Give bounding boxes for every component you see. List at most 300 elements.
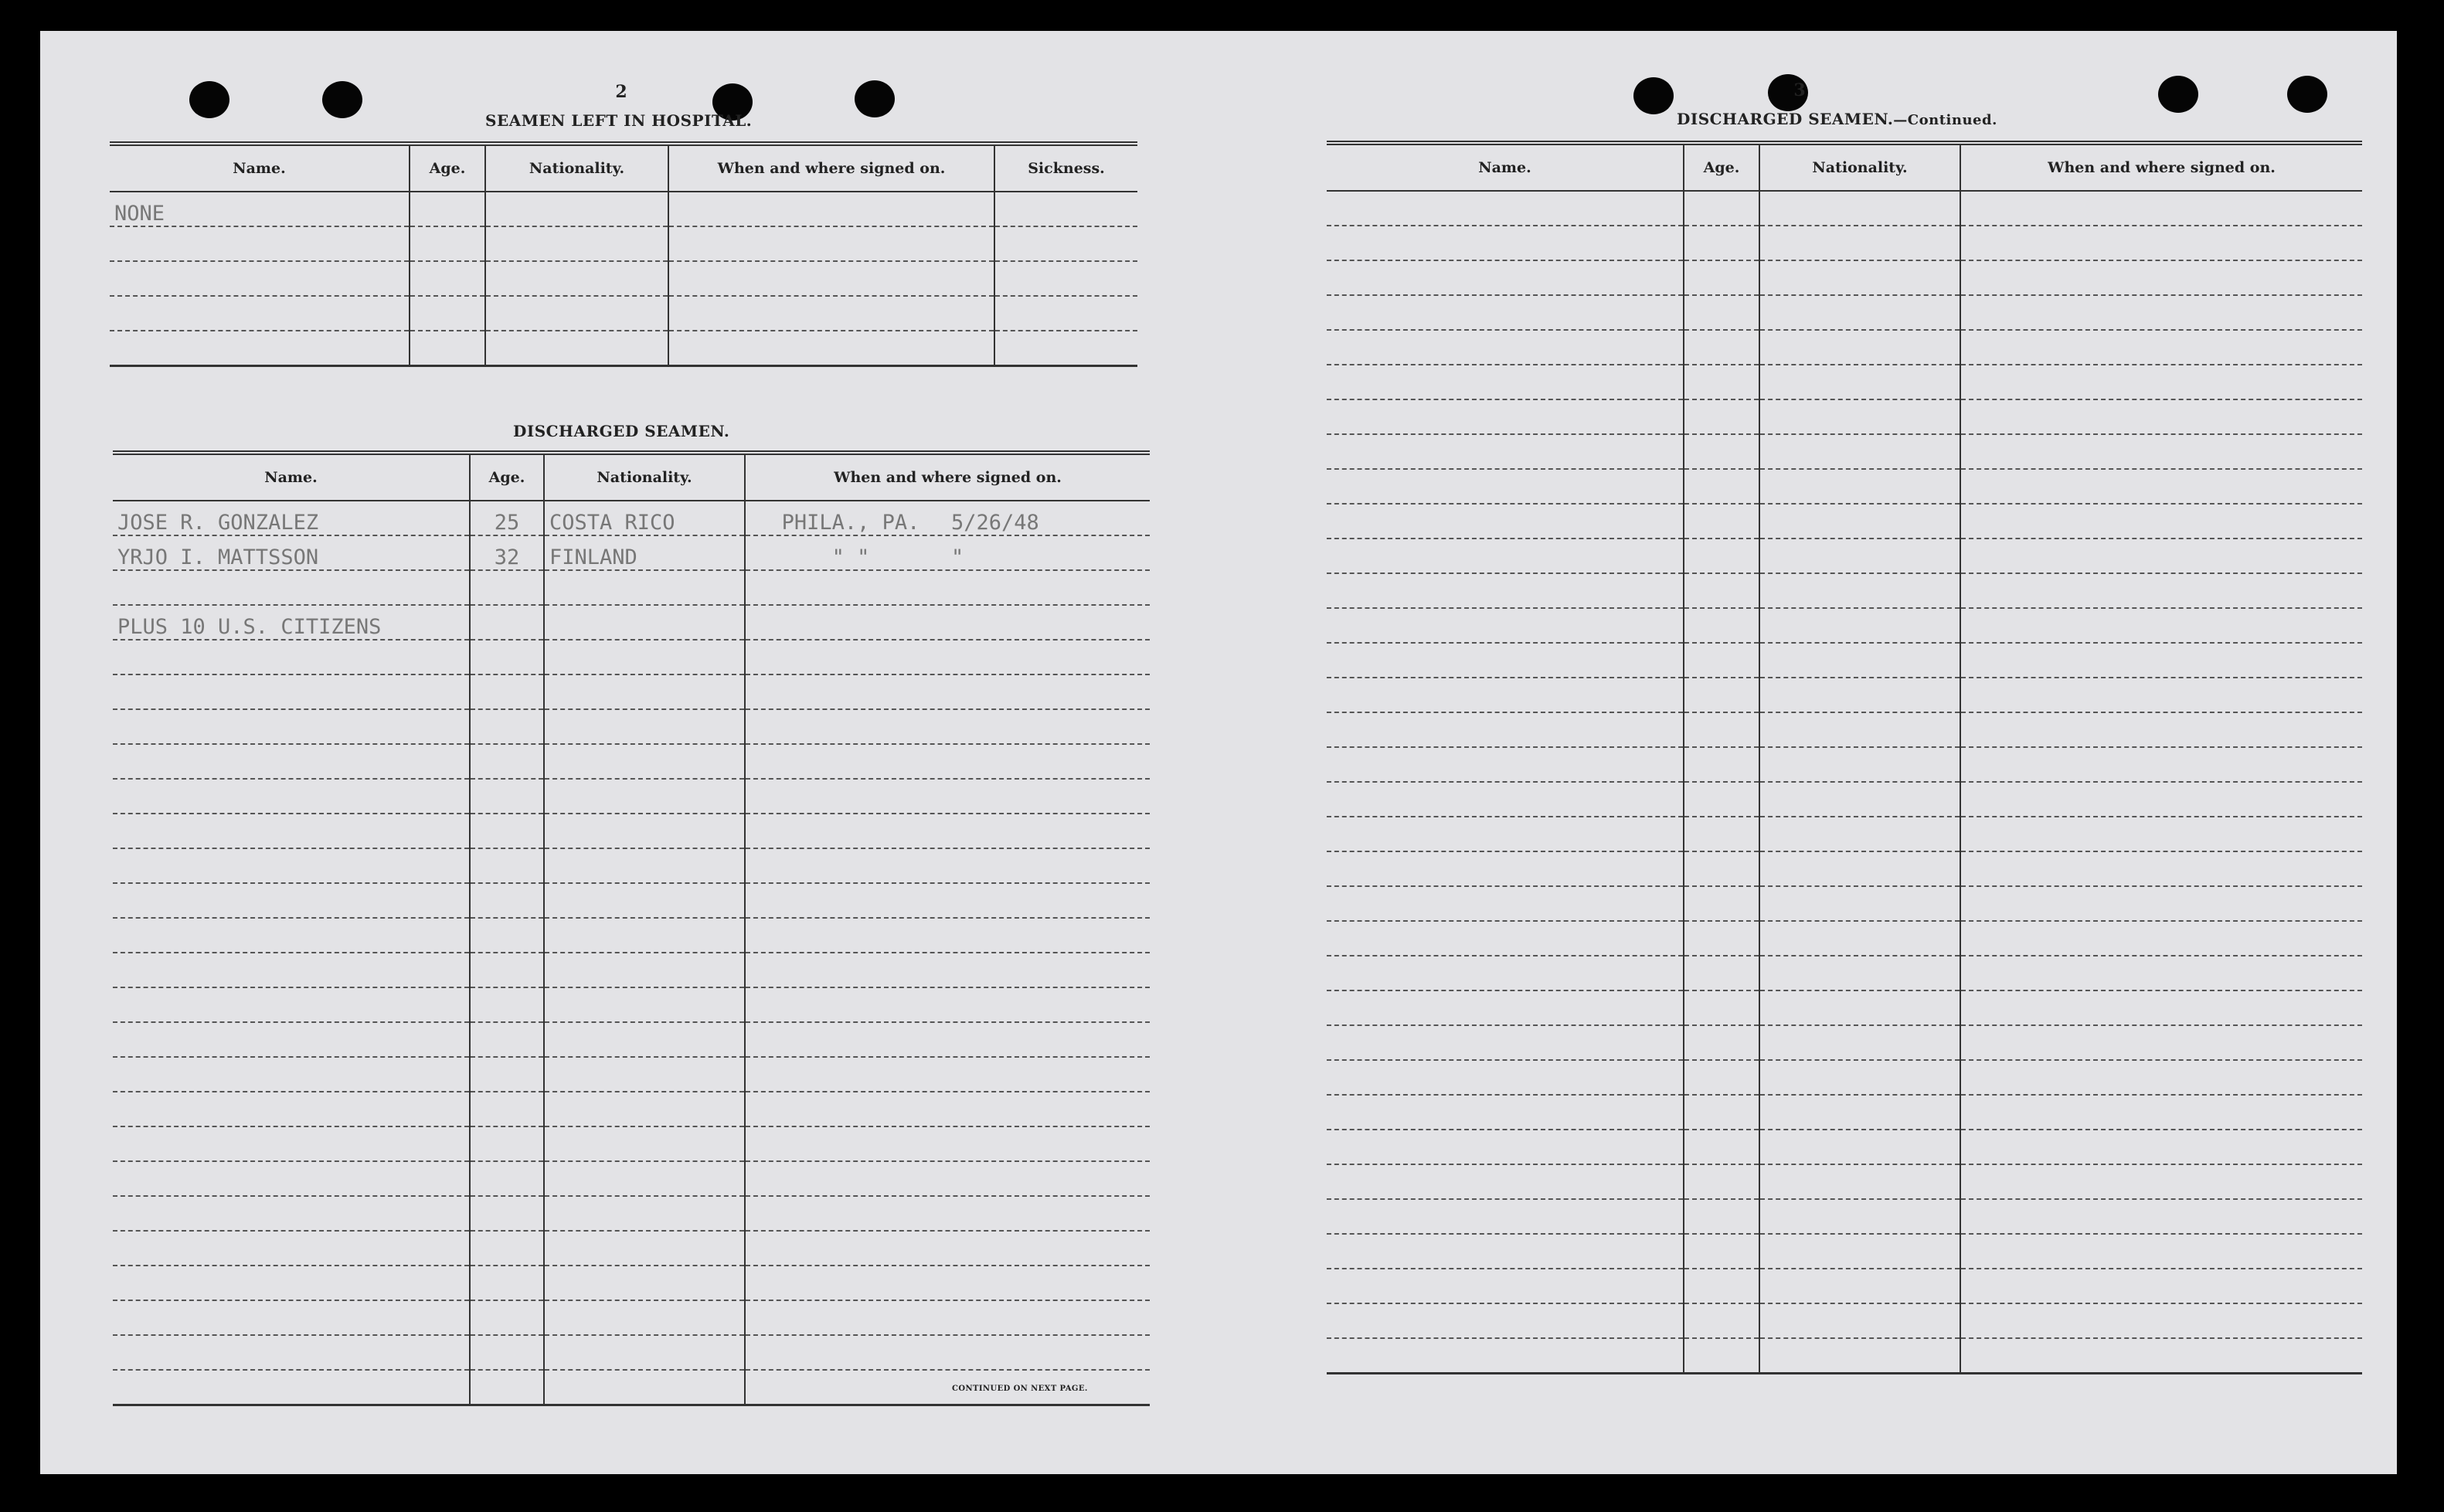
cell bbox=[1327, 573, 1684, 608]
punch-hole bbox=[322, 81, 362, 118]
cell bbox=[544, 570, 745, 605]
cell bbox=[745, 605, 1150, 640]
cell bbox=[1684, 886, 1759, 921]
table-row bbox=[1327, 851, 2362, 886]
table-row bbox=[113, 709, 1150, 744]
cell bbox=[1684, 573, 1759, 608]
right-page bbox=[1230, 31, 2397, 1474]
cell bbox=[1759, 1130, 1960, 1164]
cell bbox=[1684, 1338, 1759, 1374]
cell bbox=[1684, 712, 1759, 747]
cell bbox=[1960, 1164, 2362, 1199]
cell bbox=[1759, 608, 1960, 643]
cell bbox=[1327, 1060, 1684, 1095]
cell bbox=[544, 953, 745, 987]
cell bbox=[1327, 434, 1684, 469]
cell bbox=[1684, 1199, 1759, 1234]
cell bbox=[410, 331, 485, 366]
cell bbox=[1684, 469, 1759, 504]
cell bbox=[745, 1231, 1150, 1266]
cell bbox=[1759, 226, 1960, 260]
cell bbox=[1684, 539, 1759, 573]
table-row bbox=[1327, 817, 2362, 851]
cell bbox=[410, 192, 485, 226]
cell bbox=[544, 883, 745, 918]
table-row bbox=[1327, 1338, 2362, 1374]
cell bbox=[1684, 817, 1759, 851]
document-sheet bbox=[40, 31, 2397, 1474]
cell bbox=[1759, 1060, 1960, 1095]
seaman-age-cell: 32 bbox=[470, 535, 544, 570]
table-row bbox=[1327, 1164, 2362, 1199]
signed-on-place: " " bbox=[831, 545, 870, 569]
table-row bbox=[1327, 990, 2362, 1025]
table-row bbox=[1327, 921, 2362, 956]
cell bbox=[1327, 365, 1684, 399]
cell bbox=[745, 1161, 1150, 1196]
col-header-name: Name. bbox=[1327, 143, 1684, 191]
table-row bbox=[1327, 1060, 2362, 1095]
col-header-age: Age. bbox=[470, 453, 544, 501]
cell bbox=[1684, 434, 1759, 469]
cell bbox=[544, 779, 745, 814]
cell bbox=[470, 848, 544, 883]
cell bbox=[470, 1092, 544, 1126]
cell bbox=[1327, 678, 1684, 712]
cell bbox=[1684, 921, 1759, 956]
cell bbox=[1960, 817, 2362, 851]
cell bbox=[1327, 1234, 1684, 1269]
cell bbox=[745, 640, 1150, 674]
cell bbox=[113, 1231, 470, 1266]
table-row bbox=[113, 570, 1150, 605]
cell bbox=[1327, 921, 1684, 956]
cell bbox=[1960, 678, 2362, 712]
seaman-nationality-cell: COSTA RICO bbox=[544, 501, 745, 535]
cell bbox=[113, 1196, 470, 1231]
cell bbox=[1960, 1130, 2362, 1164]
cell bbox=[1327, 539, 1684, 573]
cell bbox=[544, 1196, 745, 1231]
cell bbox=[110, 296, 410, 331]
hospital-name-cell: NONE bbox=[110, 192, 410, 226]
cell bbox=[1327, 1130, 1684, 1164]
cell bbox=[113, 814, 470, 848]
cell bbox=[1960, 990, 2362, 1025]
cell bbox=[1684, 330, 1759, 365]
cell bbox=[745, 987, 1150, 1022]
cell bbox=[1327, 1095, 1684, 1130]
page-number: 3 bbox=[1793, 80, 1806, 100]
cell bbox=[485, 331, 668, 366]
cell bbox=[1759, 643, 1960, 678]
table-row bbox=[1327, 469, 2362, 504]
cell bbox=[110, 226, 410, 261]
cell bbox=[1684, 1164, 1759, 1199]
cell bbox=[544, 1057, 745, 1092]
cell bbox=[470, 1022, 544, 1057]
cell bbox=[113, 883, 470, 918]
cell bbox=[1759, 956, 1960, 990]
cell bbox=[745, 883, 1150, 918]
cell bbox=[1759, 399, 1960, 434]
cell bbox=[113, 1092, 470, 1126]
cell bbox=[1960, 1234, 2362, 1269]
cell bbox=[1684, 851, 1759, 886]
cell bbox=[1327, 747, 1684, 782]
cell bbox=[544, 918, 745, 953]
cell bbox=[745, 709, 1150, 744]
cell bbox=[470, 570, 544, 605]
col-header-name: Name. bbox=[113, 453, 470, 501]
table-row bbox=[110, 261, 1137, 296]
cell bbox=[470, 744, 544, 779]
cell bbox=[470, 674, 544, 709]
cell bbox=[1759, 191, 1960, 226]
cell bbox=[1759, 712, 1960, 747]
cell bbox=[1327, 956, 1684, 990]
cell bbox=[113, 987, 470, 1022]
col-header-age: Age. bbox=[410, 144, 485, 192]
table-row bbox=[110, 331, 1137, 366]
cell bbox=[470, 918, 544, 953]
cell bbox=[745, 1370, 1150, 1405]
cell bbox=[470, 1370, 544, 1405]
cell bbox=[1759, 851, 1960, 886]
col-header-age: Age. bbox=[1684, 143, 1759, 191]
cell bbox=[994, 331, 1137, 366]
col-header-sickness: Sickness. bbox=[994, 144, 1137, 192]
punch-hole bbox=[855, 80, 895, 117]
cell bbox=[1327, 295, 1684, 330]
cell bbox=[470, 1231, 544, 1266]
hospital-table bbox=[110, 141, 1137, 367]
table-row bbox=[1327, 1025, 2362, 1060]
cell bbox=[1327, 643, 1684, 678]
table-row bbox=[1327, 1095, 2362, 1130]
table-row bbox=[1327, 260, 2362, 295]
cell bbox=[1960, 330, 2362, 365]
cell bbox=[1960, 469, 2362, 504]
table-row bbox=[1327, 399, 2362, 434]
cell bbox=[113, 640, 470, 674]
table-row bbox=[1327, 608, 2362, 643]
table-row bbox=[1327, 712, 2362, 747]
cell bbox=[113, 744, 470, 779]
hospital-header-row bbox=[110, 144, 1137, 192]
table-row bbox=[1327, 504, 2362, 539]
cell bbox=[1759, 1164, 1960, 1199]
cell bbox=[1684, 1269, 1759, 1303]
cell bbox=[470, 1126, 544, 1161]
cell bbox=[1960, 1095, 2362, 1130]
cell bbox=[1960, 921, 2362, 956]
cell bbox=[1759, 678, 1960, 712]
table-row bbox=[113, 848, 1150, 883]
cell bbox=[1759, 817, 1960, 851]
table-row bbox=[113, 1266, 1150, 1300]
table-row bbox=[113, 987, 1150, 1022]
cell bbox=[113, 1161, 470, 1196]
cell bbox=[1960, 747, 2362, 782]
cell bbox=[1960, 504, 2362, 539]
table-row bbox=[1327, 191, 2362, 226]
cell bbox=[1759, 1095, 1960, 1130]
cell bbox=[994, 192, 1137, 226]
cell bbox=[1960, 365, 2362, 399]
cell bbox=[745, 1196, 1150, 1231]
cell bbox=[113, 848, 470, 883]
cell bbox=[1684, 365, 1759, 399]
cell bbox=[470, 1266, 544, 1300]
table-row bbox=[113, 953, 1150, 987]
cell bbox=[544, 1022, 745, 1057]
table-row bbox=[1327, 886, 2362, 921]
cell bbox=[1327, 990, 1684, 1025]
cell bbox=[1960, 260, 2362, 295]
table-row bbox=[113, 1196, 1150, 1231]
cell bbox=[745, 1335, 1150, 1370]
seaman-name-cell: YRJO I. MATTSSON bbox=[113, 535, 470, 570]
cell bbox=[470, 1335, 544, 1370]
cell bbox=[1759, 886, 1960, 921]
cell bbox=[470, 987, 544, 1022]
col-header-name: Name. bbox=[110, 144, 410, 192]
cell bbox=[113, 709, 470, 744]
table-row bbox=[113, 744, 1150, 779]
cell bbox=[994, 296, 1137, 331]
cell bbox=[1759, 782, 1960, 817]
table-row bbox=[1327, 747, 2362, 782]
cell bbox=[1759, 539, 1960, 573]
title-main: DISCHARGED SEAMEN. bbox=[1677, 110, 1894, 128]
cell bbox=[1759, 1303, 1960, 1338]
cell bbox=[1759, 1269, 1960, 1303]
cell bbox=[1684, 1234, 1759, 1269]
cell bbox=[544, 744, 745, 779]
cell bbox=[1759, 295, 1960, 330]
table-row bbox=[1327, 539, 2362, 573]
cell bbox=[470, 814, 544, 848]
cell bbox=[745, 1022, 1150, 1057]
col-header-signed-on: When and where signed on. bbox=[668, 144, 994, 192]
discharged-table bbox=[113, 450, 1150, 1406]
cell bbox=[1960, 1338, 2362, 1374]
cell bbox=[544, 674, 745, 709]
cell bbox=[1684, 1303, 1759, 1338]
cell bbox=[1684, 1095, 1759, 1130]
cell bbox=[1759, 260, 1960, 295]
cell bbox=[1960, 956, 2362, 990]
cell bbox=[113, 1126, 470, 1161]
cell bbox=[745, 779, 1150, 814]
cell bbox=[1684, 399, 1759, 434]
seaman-signed-on-cell bbox=[745, 535, 1150, 570]
discharged-header-row bbox=[113, 453, 1150, 501]
cell bbox=[668, 226, 994, 261]
punch-hole bbox=[2287, 76, 2327, 113]
cell bbox=[1759, 330, 1960, 365]
cell bbox=[1960, 1060, 2362, 1095]
cell bbox=[1327, 1199, 1684, 1234]
cell bbox=[1960, 226, 2362, 260]
cell bbox=[1327, 1303, 1684, 1338]
cell bbox=[1327, 1164, 1684, 1199]
cell bbox=[485, 192, 668, 226]
cell bbox=[994, 226, 1137, 261]
cell bbox=[1684, 1130, 1759, 1164]
seaman-signed-on-cell bbox=[745, 501, 1150, 535]
cell bbox=[745, 744, 1150, 779]
signed-on-date: 5/26/48 bbox=[951, 511, 1039, 535]
cell bbox=[113, 1300, 470, 1335]
punch-hole bbox=[1633, 77, 1674, 114]
cell bbox=[745, 814, 1150, 848]
cell bbox=[1327, 851, 1684, 886]
cell bbox=[745, 953, 1150, 987]
cell bbox=[1960, 399, 2362, 434]
cell bbox=[1327, 330, 1684, 365]
cell bbox=[1684, 504, 1759, 539]
table-row bbox=[113, 1300, 1150, 1335]
cell bbox=[544, 1126, 745, 1161]
table-row bbox=[1327, 295, 2362, 330]
cell bbox=[668, 331, 994, 366]
left-page bbox=[40, 31, 1230, 1474]
discharged-section-title: DISCHARGED SEAMEN. bbox=[513, 422, 730, 440]
cell bbox=[1327, 469, 1684, 504]
table-row bbox=[1327, 330, 2362, 365]
cell bbox=[1684, 1025, 1759, 1060]
table-row bbox=[1327, 1130, 2362, 1164]
table-row bbox=[1327, 956, 2362, 990]
cell bbox=[1759, 1199, 1960, 1234]
punch-hole bbox=[189, 81, 229, 118]
cell bbox=[745, 1057, 1150, 1092]
cell bbox=[470, 1057, 544, 1092]
cell bbox=[1960, 1025, 2362, 1060]
cell bbox=[1960, 643, 2362, 678]
cell bbox=[745, 848, 1150, 883]
cell bbox=[113, 1370, 470, 1405]
cell bbox=[410, 296, 485, 331]
cell bbox=[544, 1266, 745, 1300]
cell bbox=[544, 640, 745, 674]
cell bbox=[1759, 365, 1960, 399]
cell bbox=[544, 1092, 745, 1126]
cell bbox=[470, 1196, 544, 1231]
cell bbox=[544, 709, 745, 744]
cell bbox=[994, 261, 1137, 296]
table-row bbox=[1327, 226, 2362, 260]
cell bbox=[410, 261, 485, 296]
table-row bbox=[113, 1335, 1150, 1370]
cell bbox=[745, 1266, 1150, 1300]
cell bbox=[485, 226, 668, 261]
cell bbox=[1327, 260, 1684, 295]
table-row bbox=[113, 501, 1150, 535]
cell bbox=[1327, 1338, 1684, 1374]
cell bbox=[1759, 434, 1960, 469]
cell bbox=[1759, 573, 1960, 608]
table-row bbox=[1327, 678, 2362, 712]
cell bbox=[110, 261, 410, 296]
cell bbox=[470, 1300, 544, 1335]
cell bbox=[544, 814, 745, 848]
cell bbox=[1759, 1234, 1960, 1269]
table-row bbox=[113, 640, 1150, 674]
table-row bbox=[1327, 782, 2362, 817]
cell bbox=[544, 1370, 745, 1405]
cell bbox=[113, 779, 470, 814]
continued-header-row bbox=[1327, 143, 2362, 191]
col-header-signed-on: When and where signed on. bbox=[1960, 143, 2362, 191]
cell bbox=[745, 1092, 1150, 1126]
cell bbox=[1960, 851, 2362, 886]
col-header-nationality: Nationality. bbox=[1759, 143, 1960, 191]
cell bbox=[1327, 817, 1684, 851]
cell bbox=[745, 1300, 1150, 1335]
cell bbox=[1684, 191, 1759, 226]
cell bbox=[1759, 921, 1960, 956]
cell bbox=[113, 1266, 470, 1300]
cell bbox=[544, 848, 745, 883]
cell bbox=[113, 953, 470, 987]
cell bbox=[1960, 539, 2362, 573]
cell bbox=[1327, 608, 1684, 643]
table-row bbox=[113, 1231, 1150, 1266]
cell bbox=[1684, 956, 1759, 990]
cell bbox=[1759, 469, 1960, 504]
col-header-nationality: Nationality. bbox=[544, 453, 745, 501]
signed-on-date: " bbox=[951, 545, 964, 569]
cell bbox=[113, 918, 470, 953]
table-row bbox=[113, 674, 1150, 709]
cell bbox=[745, 918, 1150, 953]
cell bbox=[1684, 1060, 1759, 1095]
cell bbox=[1327, 712, 1684, 747]
seaman-name-cell: JOSE R. GONZALEZ bbox=[113, 501, 470, 535]
table-row bbox=[113, 1092, 1150, 1126]
cell bbox=[745, 1126, 1150, 1161]
citizens-note-cell: PLUS 10 U.S. CITIZENS bbox=[113, 605, 470, 640]
table-row bbox=[1327, 573, 2362, 608]
cell bbox=[668, 192, 994, 226]
table-row bbox=[110, 226, 1137, 261]
cell bbox=[110, 331, 410, 366]
cell bbox=[1960, 1303, 2362, 1338]
cell bbox=[745, 570, 1150, 605]
cell bbox=[1327, 1025, 1684, 1060]
cell bbox=[1684, 608, 1759, 643]
cell bbox=[544, 1335, 745, 1370]
cell bbox=[1684, 782, 1759, 817]
cell bbox=[544, 1161, 745, 1196]
cell bbox=[113, 1057, 470, 1092]
cell bbox=[544, 1231, 745, 1266]
table-row bbox=[1327, 434, 2362, 469]
cell bbox=[544, 987, 745, 1022]
cell bbox=[113, 570, 470, 605]
cell bbox=[470, 640, 544, 674]
cell bbox=[1327, 399, 1684, 434]
cell bbox=[1327, 1269, 1684, 1303]
table-row bbox=[1327, 1303, 2362, 1338]
col-header-nationality: Nationality. bbox=[485, 144, 668, 192]
table-row bbox=[110, 296, 1137, 331]
cell bbox=[113, 1022, 470, 1057]
table-row bbox=[1327, 643, 2362, 678]
